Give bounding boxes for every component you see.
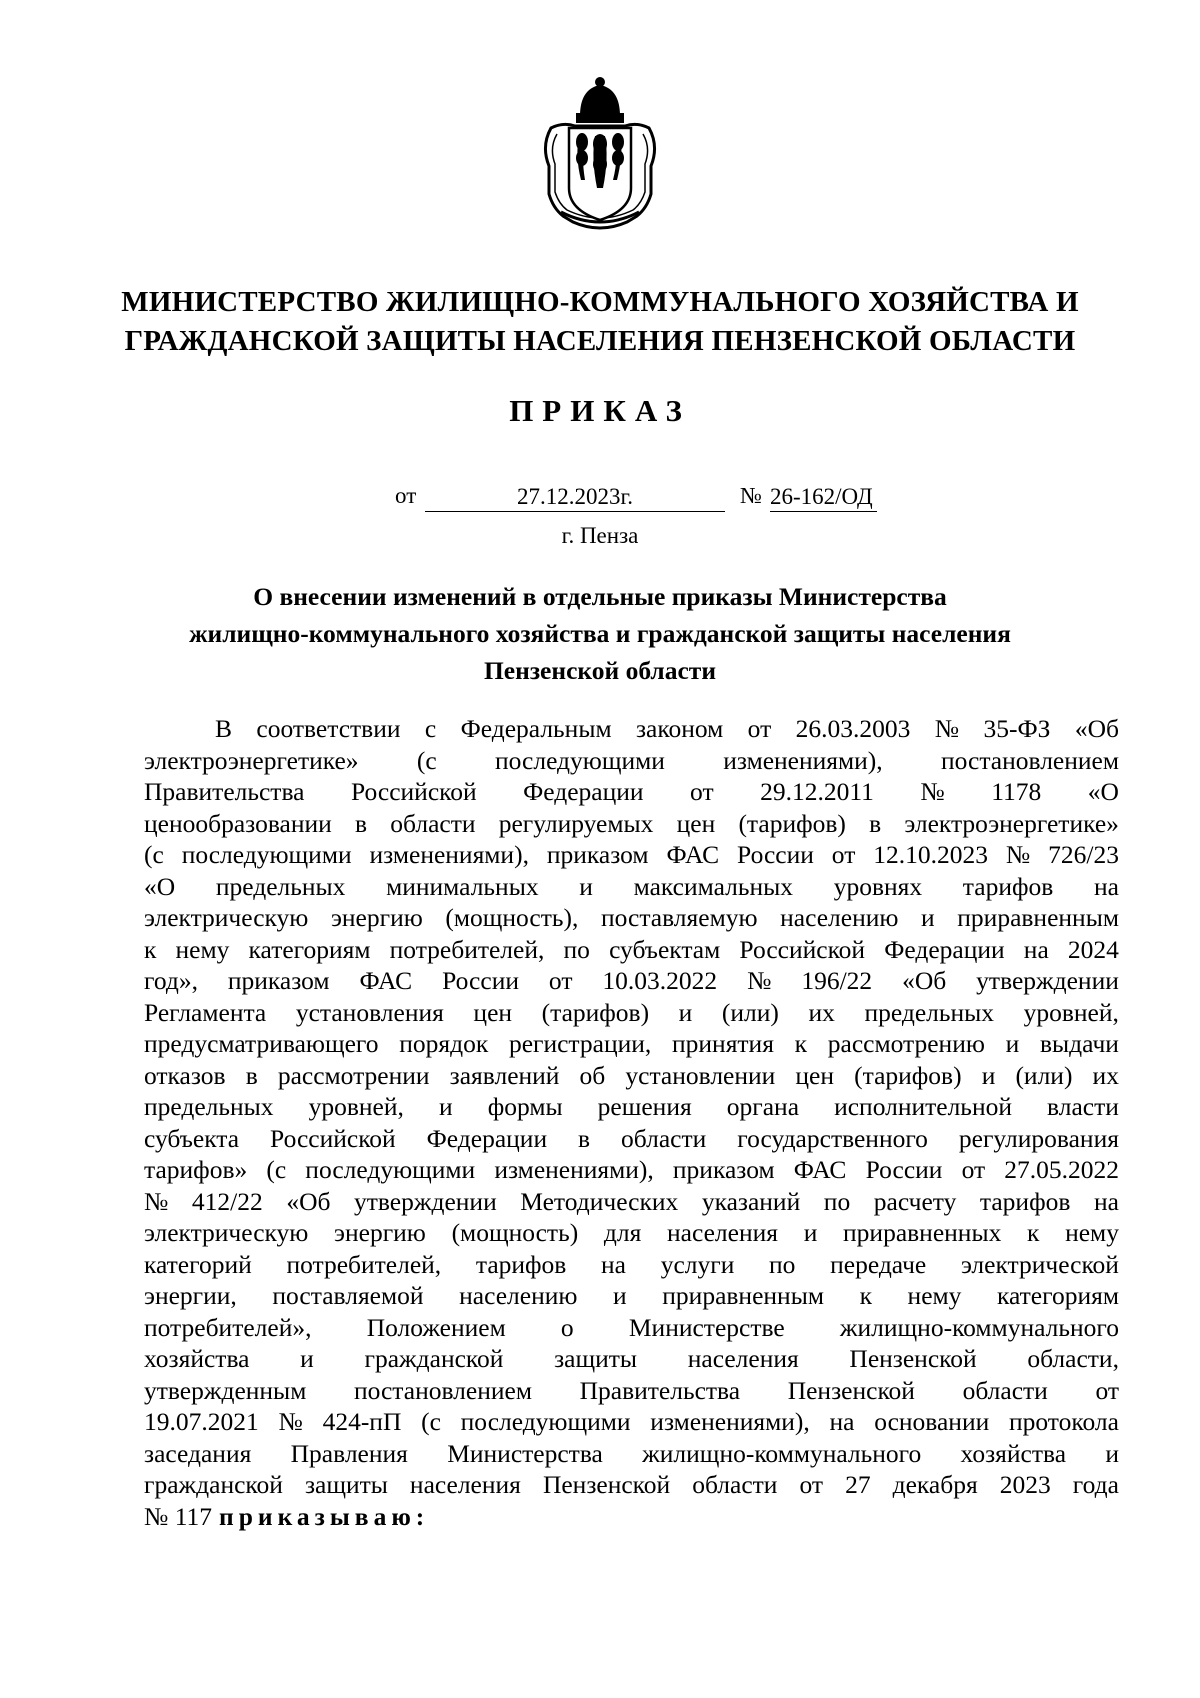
body-word: к (1027, 1218, 1040, 1247)
body-word: В (215, 714, 233, 743)
body-word: гражданской (364, 1344, 504, 1373)
body-word: к (859, 1281, 872, 1310)
ministry-name-line-1: МИНИСТЕРСТВО ЖИЛИЩНО-КОММУНАЛЬНОГО ХОЗЯЙСТВА И (121, 286, 1079, 318)
body-word: утверждении (976, 966, 1119, 995)
body-word: на (1093, 1186, 1119, 1216)
body-line (144, 1343, 1119, 1375)
body-word: отказов (144, 1060, 226, 1090)
body-line (144, 745, 1119, 777)
body-word: Правительства (144, 777, 305, 806)
body-word: к (144, 934, 157, 964)
body-word: уровней, (1023, 997, 1119, 1027)
body-word: от (690, 777, 714, 806)
body-word: (с (421, 1407, 441, 1436)
body-line (144, 1249, 1119, 1281)
body-word: России (737, 840, 814, 869)
body-word: потребителей», (144, 1312, 312, 1342)
body-word: последующими (181, 840, 352, 869)
document-type-title: ПРИКАЗ (509, 393, 691, 428)
body-word: (с (416, 745, 437, 775)
body-line (144, 1060, 1119, 1092)
body-word: рассмотрению (827, 1029, 985, 1058)
body-word: населения (409, 1470, 521, 1499)
body-word: № (278, 1407, 303, 1436)
body-word: утвержденным (144, 1375, 307, 1405)
body-word: изменениями), (650, 1407, 810, 1436)
issue-city: г. Пенза (561, 523, 639, 548)
body-word: от (747, 714, 772, 743)
body-word: основании (874, 1407, 990, 1436)
body-word: предельных (144, 1092, 274, 1121)
body-word: по (563, 934, 590, 964)
body-word: Пензенской (787, 1375, 915, 1405)
body-word: жилищно-коммунального (642, 1438, 922, 1468)
body-word: законом (635, 714, 724, 743)
body-word: о (560, 1312, 574, 1342)
body-word: и (300, 1344, 314, 1373)
body-word: приравненным (662, 1281, 824, 1310)
body-word: и (1105, 1438, 1119, 1468)
body-word: от (961, 1155, 986, 1184)
document-date: 27.12.2023г. (425, 483, 725, 512)
subject-line-2: жилищно-коммунального хозяйства и гражданской защиты населения (189, 619, 1011, 648)
body-word: приказом (227, 966, 330, 995)
body-word: электроэнергетике» (144, 745, 359, 775)
body-word: 27 (845, 1470, 871, 1499)
body-word: услуги (660, 1249, 735, 1279)
ministry-name (100, 283, 1100, 361)
body-word: населению (780, 903, 899, 932)
body-line (144, 776, 1119, 808)
body-word: и (1005, 1029, 1020, 1058)
body-line (144, 1154, 1119, 1186)
body-word: в (578, 1123, 591, 1153)
body-word: постановлением (940, 745, 1119, 775)
body-line (144, 1312, 1119, 1344)
body-word: защиты (304, 1470, 388, 1499)
body-line (144, 1469, 1119, 1501)
body-word: гражданской (144, 1470, 283, 1499)
body-line (144, 902, 1119, 934)
body-word: регистрации, (508, 1029, 652, 1058)
body-word: изменениями), (494, 1155, 654, 1184)
body-word: тарифов (962, 871, 1054, 901)
body-word: цен (676, 808, 716, 838)
body-word: года (1072, 1470, 1119, 1499)
body-word: 35-ФЗ (983, 714, 1051, 743)
body-word: Правительства (579, 1375, 741, 1405)
body-word: № (144, 1186, 169, 1216)
body-line (144, 1091, 1119, 1123)
body-line (144, 1028, 1119, 1060)
body-word: электрическую (144, 1218, 309, 1247)
body-word: 2023 (999, 1470, 1051, 1499)
body-word: «Об (902, 966, 947, 995)
body-line (144, 997, 1119, 1029)
body-word: ФАС (666, 840, 720, 869)
body-word: заявлений (449, 1060, 560, 1090)
body-word: 196/22 (801, 966, 873, 995)
body-word: энергию (330, 903, 423, 932)
body-word: предельных (864, 997, 995, 1027)
body-word: год», (144, 966, 198, 995)
body-word: и (921, 903, 935, 932)
body-word: Федерации (426, 1123, 548, 1153)
coat-of-arms-icon (541, 76, 659, 234)
body-word: на (1023, 934, 1049, 964)
order-number-text: № 117 (144, 1501, 213, 1531)
body-word: и (678, 997, 693, 1027)
body-line (144, 839, 1119, 871)
body-word: 29.12.2011 (760, 777, 874, 806)
body-word: (или) (1015, 1060, 1073, 1090)
body-line (144, 1280, 1119, 1312)
body-word: «Об (1074, 714, 1119, 743)
body-word: регулирования (958, 1123, 1119, 1153)
body-word: Федерации (523, 777, 644, 806)
body-word: Методических (520, 1186, 679, 1216)
body-word: ФАС (359, 966, 413, 995)
body-word: нему (175, 934, 230, 964)
body-line (144, 965, 1119, 997)
body-word: Регламента (144, 997, 267, 1027)
body-line-final (144, 1501, 1119, 1533)
body-word: (мощность) (451, 1218, 579, 1247)
body-word: жилищно-коммунального (839, 1312, 1119, 1342)
body-word: от (831, 840, 856, 869)
body-line (144, 713, 1119, 745)
body-word: об (579, 1060, 606, 1090)
body-word: «О (144, 871, 176, 901)
body-word: (мощность), (445, 903, 579, 932)
body-word: выдачи (1040, 1029, 1119, 1058)
body-word: № (747, 966, 772, 995)
body-word: их (1092, 1060, 1119, 1090)
body-line (144, 1123, 1119, 1155)
body-word: и (803, 1218, 818, 1247)
body-word: населения (667, 1218, 778, 1247)
body-word: установлении (625, 1060, 776, 1090)
body-word: в (869, 808, 882, 838)
body-word: цен (795, 1060, 835, 1090)
order-word: приказываю: (219, 1501, 430, 1531)
body-word: с (424, 714, 437, 743)
body-word: 10.03.2022 (602, 966, 718, 995)
body-word: изменениями), (723, 745, 883, 775)
body-word: заседания (144, 1438, 252, 1468)
body-word: энергию (334, 1218, 426, 1247)
body-word: последующими (305, 1155, 476, 1184)
body-word: исполнительной (834, 1092, 1012, 1121)
body-word: поставляемую (600, 903, 758, 932)
body-word: государственного (737, 1123, 928, 1153)
body-word: приравненным (957, 903, 1119, 932)
body-word: 12.10.2023 (873, 840, 988, 869)
body-word: органа (726, 1092, 800, 1121)
body-word: хозяйства (144, 1344, 250, 1373)
body-line (144, 808, 1119, 840)
body-word: их (808, 997, 835, 1027)
body-word: декабря (892, 1470, 978, 1499)
body-line (144, 1217, 1119, 1249)
body-word: (тарифов) (854, 1060, 962, 1090)
body-word: передаче (830, 1249, 927, 1279)
body-line (144, 934, 1119, 966)
body-word: максимальных (633, 871, 793, 901)
body-word: формы (487, 1092, 563, 1121)
body-word: хозяйства (960, 1438, 1067, 1468)
body-word: соответствии (256, 714, 401, 743)
body-word: и (438, 1092, 453, 1121)
body-word: (с (266, 1155, 287, 1184)
body-word: приравненных (843, 1218, 1002, 1247)
body-word: «О (1087, 777, 1119, 806)
body-word: на (829, 1407, 855, 1436)
body-word: электроэнергетике» (904, 808, 1119, 838)
body-word: и (613, 1281, 627, 1310)
body-word: от (799, 1470, 824, 1499)
body-word: (тарифов) (541, 997, 650, 1027)
subject-line-3: Пензенской области (483, 656, 717, 685)
body-word: установления (295, 997, 444, 1027)
body-word: уровнях (833, 871, 923, 901)
body-word: и (579, 871, 593, 901)
body-word: (или) (721, 997, 779, 1027)
body-word: в (355, 808, 368, 838)
body-word: порядок (399, 1029, 489, 1058)
document-subject (100, 578, 1100, 689)
body-word: № (920, 777, 945, 806)
number-label: № (740, 483, 762, 508)
body-word: поставляемой (272, 1281, 424, 1310)
body-word: нему (907, 1281, 962, 1310)
body-word: тарифов» (144, 1155, 248, 1184)
document-number: 26-162/ОД (770, 483, 877, 512)
body-word: минимальных (386, 871, 539, 901)
body-word: Министерстве (628, 1312, 785, 1342)
body-word: постановлением (353, 1375, 532, 1405)
body-word: уровней, (308, 1092, 404, 1121)
body-word: категориям (248, 934, 371, 964)
body-word: протокола (1008, 1407, 1119, 1436)
body-word: принятия (672, 1029, 774, 1058)
body-word: № (1005, 840, 1031, 869)
body-word: потребителей, (286, 1249, 442, 1279)
body-word: 19.07.2021 (144, 1407, 259, 1436)
body-word: области (390, 808, 476, 838)
body-word: электрической (960, 1249, 1119, 1279)
body-word: к (794, 1029, 808, 1058)
body-word: Пензенской (849, 1344, 977, 1373)
body-word: по (823, 1186, 851, 1216)
body-word: Федеральным (460, 714, 612, 743)
body-word: последующими (460, 1407, 631, 1436)
body-word: населению (459, 1281, 578, 1310)
body-word: тарифов (979, 1186, 1071, 1216)
body-word: области (962, 1375, 1048, 1405)
body-word: Российской (270, 1123, 396, 1153)
body-line (144, 1375, 1119, 1407)
body-word: расчету (873, 1186, 957, 1216)
body-word: ФАС (793, 1155, 847, 1184)
body-word: ценообразовании (144, 808, 332, 838)
body-word: по (769, 1249, 796, 1279)
body-word: потребителей, (389, 934, 545, 964)
body-word: категорий (144, 1249, 252, 1279)
ministry-name-line-2: ГРАЖДАНСКОЙ ЗАЩИТЫ НАСЕЛЕНИЯ ПЕНЗЕНСКОЙ ОБЛАСТИ (124, 325, 1076, 357)
body-paragraph (144, 713, 1119, 1532)
body-word: Пензенской (542, 1470, 671, 1499)
body-word: приказом (672, 1155, 775, 1184)
date-from-label: от (395, 483, 417, 508)
body-word: субъектам (609, 934, 721, 964)
body-word: области (621, 1123, 707, 1153)
body-word: на (1093, 871, 1119, 901)
body-word: нему (1065, 1218, 1119, 1247)
body-word: и (981, 1060, 996, 1090)
body-word: России (442, 966, 519, 995)
body-word: области (692, 1470, 778, 1499)
body-word: категориям (997, 1281, 1119, 1310)
body-word: электрическую (144, 903, 309, 932)
body-word: Федерации (884, 934, 1005, 964)
body-word: в (245, 1060, 258, 1090)
body-line (144, 1438, 1119, 1470)
body-line (144, 1406, 1119, 1438)
body-word: 2024 (1067, 934, 1119, 964)
body-word: 27.05.2022 (1004, 1155, 1119, 1184)
body-word: Положением (366, 1312, 506, 1342)
body-word: последующими (495, 745, 665, 775)
body-word: для (603, 1218, 642, 1247)
body-word: утверждении (354, 1186, 497, 1216)
body-word: «Об (286, 1186, 331, 1216)
body-word: России (865, 1155, 943, 1184)
body-word: тарифов (475, 1249, 567, 1279)
body-word: указаний (701, 1186, 801, 1216)
body-word: области, (1027, 1344, 1119, 1373)
body-word: Российской (350, 777, 477, 806)
body-word: Правления (290, 1438, 408, 1468)
body-word: решения (597, 1092, 692, 1121)
body-word: 26.03.2003 (795, 714, 911, 743)
body-word: регулируемых (498, 808, 654, 838)
body-word: защиты (554, 1344, 638, 1373)
body-word: изменениями), (369, 840, 529, 869)
body-word: власти (1047, 1092, 1119, 1121)
body-word: от (1095, 1375, 1119, 1405)
body-word: предельных (215, 871, 346, 901)
body-word: 1178 (991, 777, 1042, 806)
body-word: субъекта (144, 1123, 240, 1153)
body-word: цен (473, 997, 513, 1027)
body-word: 424-пП (322, 1407, 402, 1436)
body-word: Министерства (447, 1438, 603, 1468)
body-word: (тарифов) (738, 808, 846, 838)
subject-line-1: О внесении изменений в отдельные приказы Министерства (253, 582, 947, 611)
body-word: на (601, 1249, 626, 1279)
body-word: рассмотрении (277, 1060, 430, 1090)
body-word: от (548, 966, 573, 995)
body-line (144, 871, 1119, 903)
body-word: № (934, 714, 960, 743)
body-word: 412/22 (191, 1186, 263, 1216)
body-word: (с (144, 840, 164, 869)
body-word: энергии, (144, 1281, 237, 1310)
body-word: 726/23 (1048, 840, 1119, 869)
body-word: приказом (546, 840, 649, 869)
body-line (144, 1186, 1119, 1218)
body-word: Российской (739, 934, 866, 964)
body-word: предусматривающего (144, 1029, 379, 1058)
body-word: населения (687, 1344, 799, 1373)
